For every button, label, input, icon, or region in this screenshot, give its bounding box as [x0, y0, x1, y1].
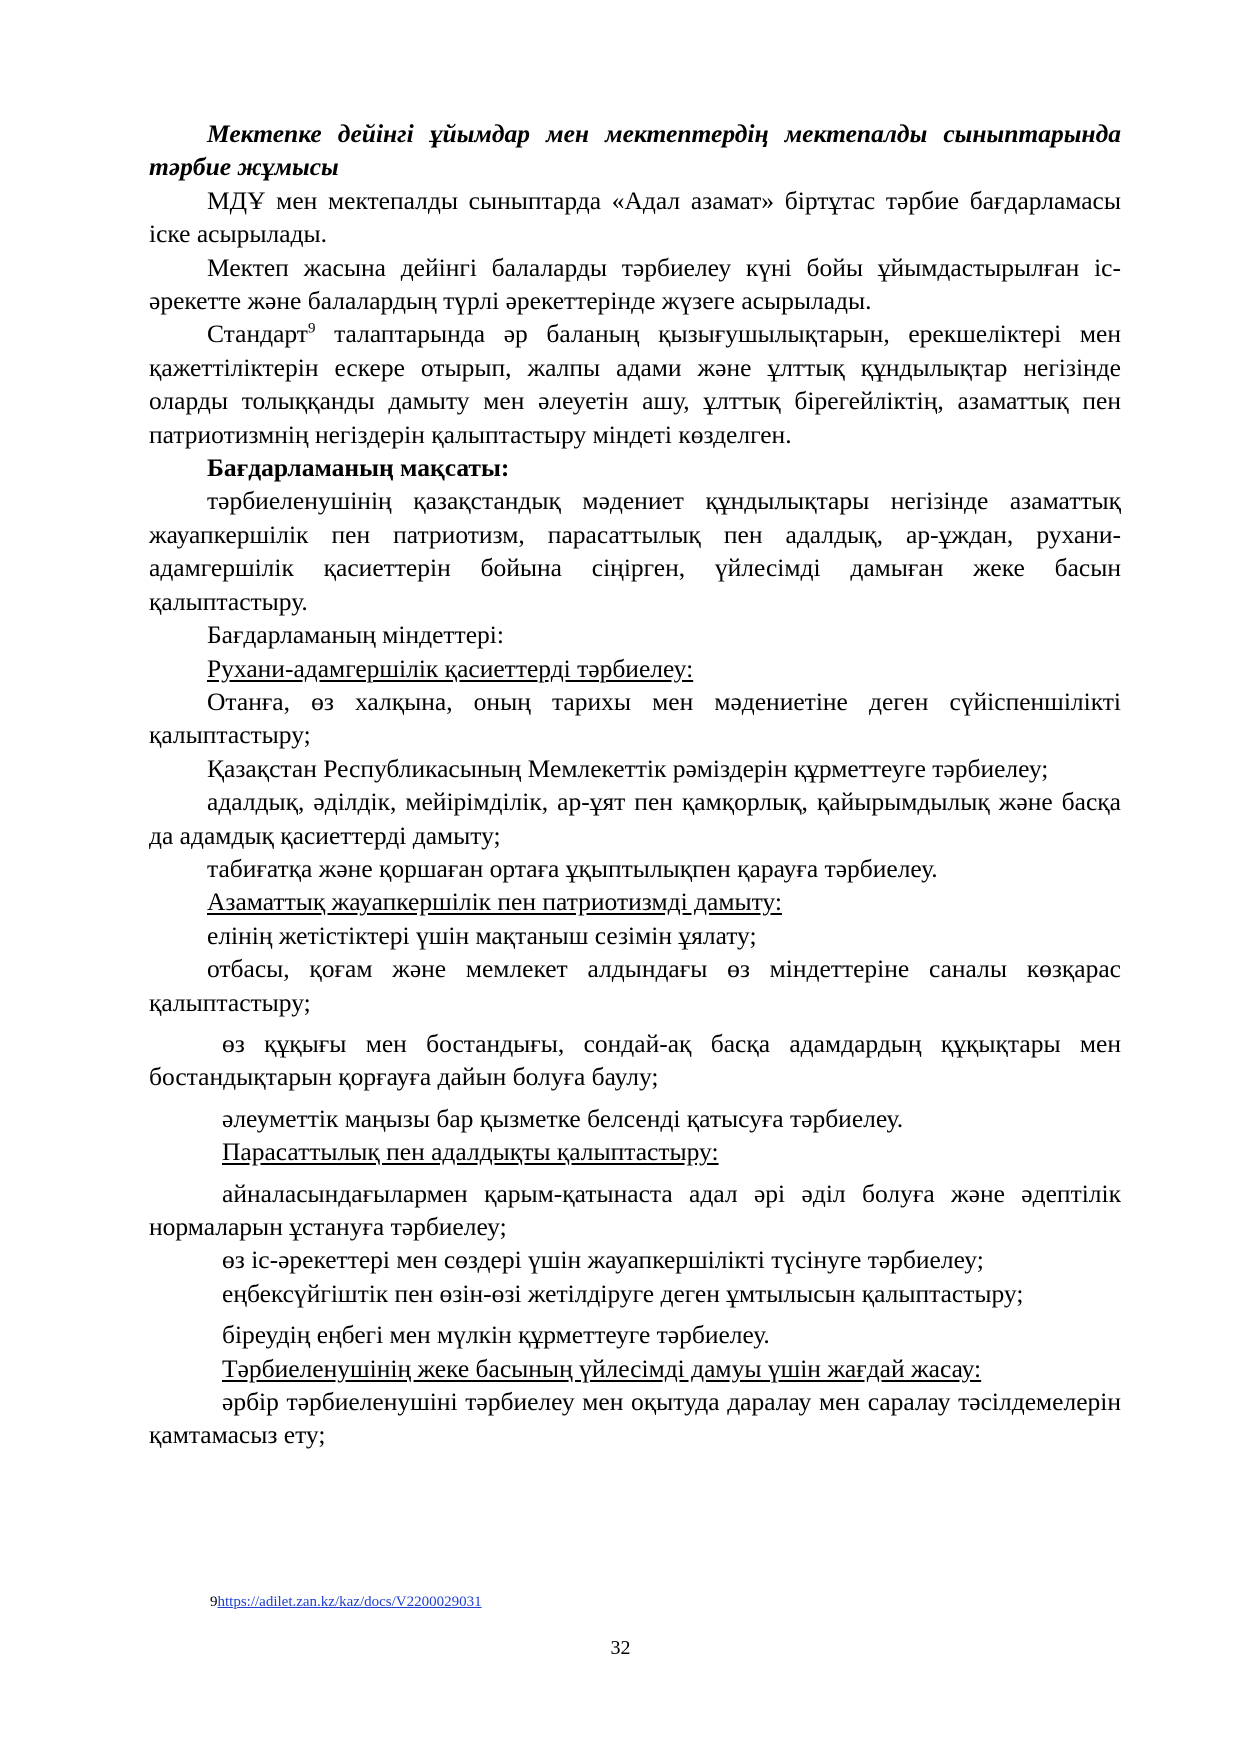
- goal-text: тәрбиеленушінің қазақстандық мәдениет құндылықтары негізінде азаматтық жауапкершілік пен патриотизм, парасаттылық пен адалдық, ар-ұждан, рухани- адамгершілік қасиеттерін бойына сіңірген, үйлесімді дамыған жеке басын қалыптастыру.: [149, 486, 1121, 616]
- subsection-heading: [149, 885, 1121, 918]
- list-item: айналасындағылармен қарым-қатынаста адал әрі әділ болуға және әдептілік нормаларын ұстануға тәрбиелеу;: [149, 1178, 1121, 1241]
- subsection-heading-text: Парасаттылық пен адалдықты қалыптастыру:: [222, 1137, 719, 1167]
- list-item: біреудің еңбегі мен мүлкін құрметтеуге тәрбиелеу.: [222, 1320, 770, 1350]
- list-item: адалдық, әділдік, мейірімділік, ар-ұят пен қамқорлық, қайырымдылық және басқа да адамдық қасиеттерді дамыту;: [149, 787, 1121, 850]
- subsection-heading-text: Тәрбиеленушінің жеке басының үйлесімді дамуы үшін жағдай жасау:: [222, 1353, 982, 1383]
- page-number: 32: [610, 1637, 631, 1659]
- tasks-heading: Бағдарламаның міндеттері:: [207, 620, 504, 650]
- footnote-link[interactable]: https://adilet.zan.kz/kaz/docs/V2200029031: [217, 1594, 482, 1610]
- paragraph: МДҰ мен мектепалды сыныптарда «Адал азамат» біртұтас тәрбие бағдарламасы іске асырылады.: [149, 185, 1121, 249]
- goal-heading: Бағдарламаның мақсаты:: [207, 453, 510, 483]
- list-item: елінің жетістіктері үшін мақтаныш сезімін ұялату;: [207, 920, 757, 950]
- list-item: Қазақстан Республикасының Мемлекеттік рәміздерін құрметтеуге тәрбиелеу;: [207, 753, 1049, 783]
- list-item: отбасы, қоғам және мемлекет алдындағы өз міндеттеріне саналы көзқарас қалыптастыру;: [149, 954, 1121, 1017]
- list-item: әрбір тәрбиеленушіні тәрбиелеу мен оқытуда даралау мен саралау тәсілдемелерін қамтамасыз ету;: [149, 1387, 1121, 1450]
- subsection-heading: [149, 1135, 1121, 1168]
- footnote-reference[interactable]: 9: [307, 320, 316, 337]
- list-item: еңбексүйгіштік пен өзін-өзі жетілдіруге деген ұмтылысын қалыптастыру;: [222, 1278, 1024, 1308]
- list-item: әлеуметтік маңызы бар қызметке белсенді қатысуға тәрбиелеу.: [222, 1103, 904, 1133]
- section-title: Мектепке дейінгі ұйымдар мен мектептердің мектепалды сыныптарында тәрбие жұмысы: [149, 119, 1121, 182]
- subsection-heading-text: Рухани-адамгершілік қасиеттерді тәрбиелеу:: [207, 653, 694, 683]
- list-item: өз құқығы мен бостандығы, сондай-ақ басқа адамдардың құқықтары мен бостандықтарын қорғауға дайын болуға баулу;: [149, 1028, 1121, 1092]
- list-item: табиғатқа және қоршаған ортаға ұқыптылықпен қарауға тәрбиелеу.: [207, 853, 938, 883]
- page-content: [149, 117, 1121, 1452]
- footnote-number: 9: [210, 1594, 218, 1610]
- list-item: Отанға, өз халқына, оның тарихы мен мәдениетіне деген сүйіспеншілікті қалыптастыру;: [149, 686, 1121, 750]
- footnote: [210, 1592, 482, 1612]
- standard-word: Стандарт: [207, 319, 308, 349]
- subsection-heading: [149, 652, 1121, 685]
- subsection-heading: [149, 1352, 1121, 1385]
- list-item: өз іс-әрекеттері мен сөздері үшін жауапкершілікті түсінуге тәрбиелеу;: [222, 1245, 984, 1275]
- subsection-heading-text: Азаматтық жауапкершілік пен патриотизмді дамыту:: [207, 887, 782, 917]
- paragraph: Мектеп жасына дейінгі балаларды тәрбиелеу күні бойы ұйымдастырылған іс-әрекетте және балалардың түрлі әрекеттерінде жүзеге асырылады.: [149, 252, 1121, 316]
- standard-text: талаптарында әр баланың қызығушылықтарын, ерекшеліктері мен қажеттіліктерін ескере отырып, жалпы адами және ұлттық құндылықтар негізінде оларды толыққанды дамыту мен әлеуетін ашу, ұлттық бірегейліктің, азаматтық пен патриотизмнің негіздерін қалыптастыру міндеті көзделген.: [149, 319, 1121, 449]
- paragraph-standard: [149, 317, 1121, 451]
